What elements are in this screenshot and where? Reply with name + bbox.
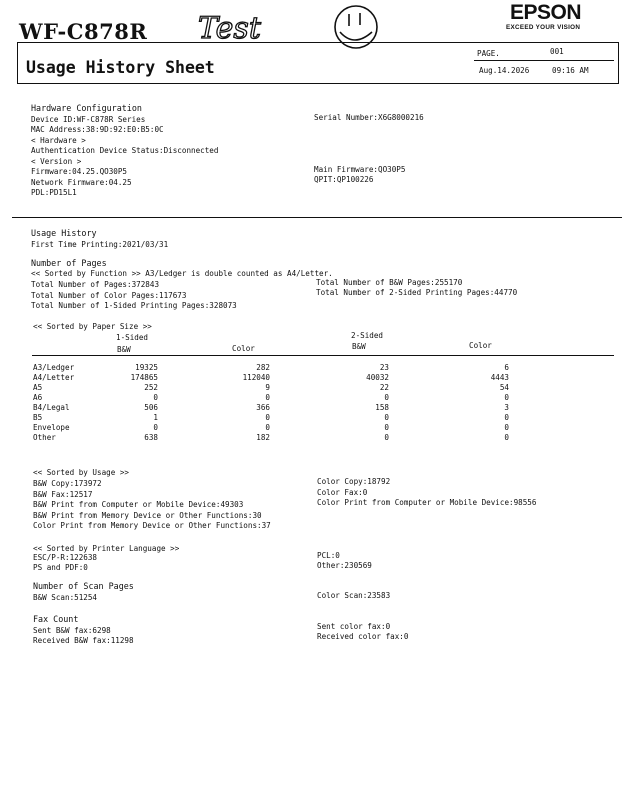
page-title: Usage History Sheet — [26, 58, 215, 77]
row-color2: 54 — [499, 383, 509, 392]
section-divider — [12, 217, 622, 218]
row-color1: 366 — [256, 403, 270, 412]
row-bw1: 0 — [153, 423, 158, 432]
row-size: A4/Letter — [33, 373, 75, 382]
title-box — [17, 42, 619, 84]
scan-heading: Number of Scan Pages — [33, 581, 134, 591]
row-bw2: 0 — [384, 393, 389, 402]
row-bw1: 252 — [144, 383, 158, 392]
brand-logo: EPSON — [510, 1, 582, 24]
row-bw2: 0 — [384, 433, 389, 442]
other-language-count: Other:230569 — [317, 561, 372, 570]
table-header-rule — [32, 355, 614, 356]
paper-size-heading: << Sorted by Paper Size >> — [33, 322, 152, 331]
row-color2: 0 — [504, 393, 509, 402]
row-bw1: 0 — [153, 393, 158, 402]
color-print-computer: Color Print from Computer or Mobile Device:98556 — [317, 498, 537, 507]
row-bw1: 19325 — [135, 363, 158, 372]
first-time-printing: First Time Printing:2021/03/31 — [31, 240, 169, 249]
bw-scan: B&W Scan:51254 — [33, 593, 98, 602]
model-name: WF-C878R — [19, 19, 148, 44]
row-bw2: 22 — [379, 383, 389, 392]
row-size: A3/Ledger — [33, 363, 75, 372]
row-color2: 4443 — [490, 373, 509, 382]
col-bw-1sided: B&W — [117, 345, 131, 354]
page-number: 001 — [550, 47, 564, 56]
total-1sided-pages: Total Number of 1-Sided Printing Pages:328073 — [31, 301, 237, 310]
table-row — [33, 433, 593, 443]
report-date: Aug.14.2026 — [479, 66, 530, 75]
pcl-count: PCL:0 — [317, 551, 340, 560]
table-row — [33, 373, 593, 383]
bw-fax: B&W Fax:12517 — [33, 490, 93, 499]
brand-tagline: EXCEED YOUR VISION — [506, 24, 581, 31]
received-bw-fax: Received B&W fax:11298 — [33, 636, 134, 645]
row-color2: 3 — [504, 403, 509, 412]
row-color1: 0 — [265, 413, 270, 422]
color-fax: Color Fax:0 — [317, 488, 368, 497]
total-bw-pages: Total Number of B&W Pages:255170 — [316, 278, 463, 287]
bw-print-memory: B&W Print from Memory Device or Other Functions:30 — [33, 511, 262, 520]
row-size: A5 — [33, 383, 43, 392]
row-color1: 0 — [265, 423, 270, 432]
firmware: Firmware:04.25.QO30P5 — [31, 167, 128, 176]
received-color-fax: Received color fax:0 — [317, 632, 409, 641]
page-number-underline — [474, 60, 614, 61]
language-sort-heading: << Sorted by Printer Language >> — [33, 544, 180, 553]
row-bw1: 506 — [144, 403, 158, 412]
qpit: QPIT:QP100226 — [314, 175, 374, 184]
col-bw-2sided: B&W — [352, 342, 366, 351]
row-color1: 112040 — [242, 373, 270, 382]
col-color-2sided: Color — [469, 341, 492, 350]
row-color1: 282 — [256, 363, 270, 372]
table-row — [33, 363, 593, 373]
row-color2: 6 — [504, 363, 509, 372]
total-2sided-pages: Total Number of 2-Sided Printing Pages:44770 — [316, 288, 518, 297]
row-size: Other — [33, 433, 56, 442]
version-section: < Version > — [31, 157, 82, 166]
table-row — [33, 403, 593, 413]
pdl: PDL:PD15L1 — [31, 188, 77, 197]
row-size: B5 — [33, 413, 43, 422]
row-bw2: 23 — [379, 363, 389, 372]
serial-number: Serial Number:X6G8000216 — [314, 113, 424, 122]
color-print-memory: Color Print from Memory Device or Other Functions:37 — [33, 521, 271, 530]
usage-sort-heading: << Sorted by Usage >> — [33, 468, 130, 477]
row-bw1: 1 — [153, 413, 158, 422]
row-size: Envelope — [33, 423, 70, 432]
one-sided-header: 1-Sided — [116, 333, 149, 342]
row-bw2: 40032 — [366, 373, 389, 382]
usage-heading: Usage History — [31, 228, 97, 238]
sorted-by-function: << Sorted by Function >> A3/Ledger is double counted as A4/Letter. — [31, 269, 333, 278]
row-color2: 0 — [504, 423, 509, 432]
row-color1: 9 — [265, 383, 270, 392]
table-row — [33, 383, 593, 393]
row-bw2: 158 — [375, 403, 389, 412]
fax-heading: Fax Count — [33, 614, 79, 624]
auth-status: Authentication Device Status:Disconnected — [31, 146, 219, 155]
sent-bw-fax: Sent B&W fax:6298 — [33, 626, 111, 635]
table-row — [33, 393, 593, 403]
handwriting-text: Test — [198, 11, 261, 46]
two-sided-header: 2-Sided — [351, 331, 384, 340]
row-bw1: 638 — [144, 433, 158, 442]
row-bw2: 0 — [384, 423, 389, 432]
color-scan: Color Scan:23583 — [317, 591, 391, 600]
bw-copy: B&W Copy:173972 — [33, 479, 102, 488]
hardware-heading: Hardware Configuration — [31, 103, 142, 113]
bw-print-computer: B&W Print from Computer or Mobile Device:49303 — [33, 500, 244, 509]
total-color-pages: Total Number of Color Pages:117673 — [31, 291, 187, 300]
report-time: 09:16 AM — [552, 66, 589, 75]
row-size: A6 — [33, 393, 43, 402]
row-bw1: 174865 — [130, 373, 158, 382]
table-row — [33, 423, 593, 433]
color-copy: Color Copy:18792 — [317, 477, 391, 486]
row-size: B4/Legal — [33, 403, 70, 412]
page-label: PAGE. — [477, 49, 500, 58]
pages-heading: Number of Pages — [31, 258, 107, 268]
mac-address: MAC Address:38:9D:92:E0:B5:0C — [31, 125, 164, 134]
escpr-count: ESC/P-R:122638 — [33, 553, 98, 562]
row-color1: 182 — [256, 433, 270, 442]
network-firmware: Network Firmware:04.25 — [31, 178, 132, 187]
total-pages: Total Number of Pages:372843 — [31, 280, 160, 289]
row-color2: 0 — [504, 433, 509, 442]
smiley-mouth — [340, 32, 372, 40]
row-color1: 0 — [265, 393, 270, 402]
table-row — [33, 413, 593, 423]
row-color2: 0 — [504, 413, 509, 422]
main-firmware: Main Firmware:QO30P5 — [314, 165, 406, 174]
ps-pdf-count: PS and PDF:0 — [33, 563, 88, 572]
hardware-section: < Hardware > — [31, 136, 86, 145]
device-id: Device ID:WF-C878R Series — [31, 115, 146, 124]
paper-size-table — [33, 363, 593, 443]
col-color-1sided: Color — [232, 344, 255, 353]
row-bw2: 0 — [384, 413, 389, 422]
sent-color-fax: Sent color fax:0 — [317, 622, 391, 631]
